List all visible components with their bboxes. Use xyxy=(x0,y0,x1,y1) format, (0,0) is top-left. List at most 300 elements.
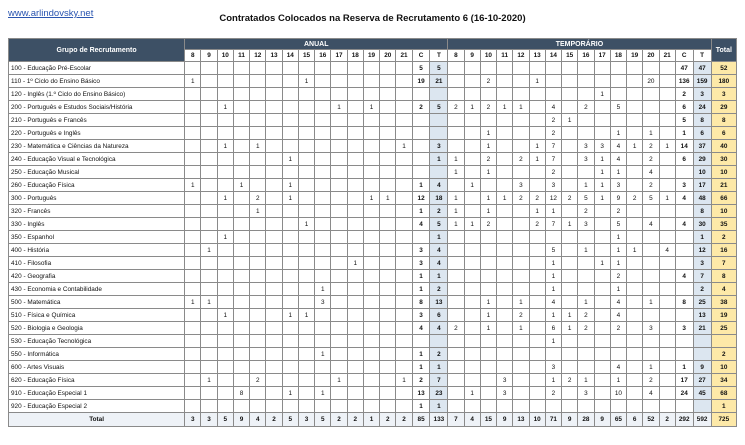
anual-cell-8 xyxy=(185,244,201,257)
temp-cell-17 xyxy=(594,62,610,75)
anual-cell-18 xyxy=(347,127,363,140)
anual-cell-c: 1 xyxy=(412,270,430,283)
temp-cell-11 xyxy=(497,270,513,283)
temp-cell-10: 1 xyxy=(480,309,496,322)
temp-cell-10 xyxy=(480,62,496,75)
anual-cell-19 xyxy=(363,309,379,322)
temp-cell-t xyxy=(693,348,711,361)
temp-cell-10 xyxy=(480,114,496,127)
anual-cell-20 xyxy=(380,153,396,166)
anual-cell-14 xyxy=(282,374,298,387)
temp-cell-c xyxy=(675,283,693,296)
temp-cell-c: 17 xyxy=(675,374,693,387)
temp-cell-19: 1 xyxy=(627,244,643,257)
row-total: 1 xyxy=(711,400,736,413)
anual-cell-8 xyxy=(185,192,201,205)
temp-cell-16: 1 xyxy=(578,244,594,257)
row-total: 19 xyxy=(711,309,736,322)
temp-cell-19 xyxy=(627,75,643,88)
anual-total-cell-12: 4 xyxy=(250,413,266,427)
row-total: 7 xyxy=(711,257,736,270)
anual-cell-19 xyxy=(363,88,379,101)
anual-cell-t: 1 xyxy=(430,231,448,244)
anual-cell-19 xyxy=(363,140,379,153)
temp-cell-19 xyxy=(627,166,643,179)
temp-cell-12 xyxy=(513,335,529,348)
temp-cell-20: 2 xyxy=(643,374,659,387)
anual-cell-17 xyxy=(331,335,347,348)
temp-cell-21 xyxy=(659,88,675,101)
temp-cell-11 xyxy=(497,179,513,192)
temp-cell-8 xyxy=(448,127,464,140)
anual-cell-t: 7 xyxy=(430,374,448,387)
temp-cell-21 xyxy=(659,205,675,218)
temp-cell-16: 2 xyxy=(578,322,594,335)
temp-cell-13 xyxy=(529,387,545,400)
temp-cell-17 xyxy=(594,127,610,140)
anual-cell-17 xyxy=(331,62,347,75)
anual-cell-15 xyxy=(298,335,314,348)
anual-cell-19: 1 xyxy=(363,192,379,205)
anual-cell-t: 18 xyxy=(430,192,448,205)
temp-cell-18 xyxy=(610,335,626,348)
anual-total-cell-11: 9 xyxy=(233,413,249,427)
anual-cell-12 xyxy=(250,88,266,101)
anual-cell-11 xyxy=(233,270,249,283)
anual-cell-15 xyxy=(298,62,314,75)
temp-cell-10: 2 xyxy=(480,153,496,166)
anual-cell-15 xyxy=(298,348,314,361)
anual-total-cell-9: 3 xyxy=(201,413,217,427)
temp-cell-10: 2 xyxy=(480,101,496,114)
anual-cell-12 xyxy=(250,75,266,88)
temp-cell-9 xyxy=(464,283,480,296)
group-name: 920 - Educação Especial 2 xyxy=(9,400,185,413)
anual-cell-8 xyxy=(185,205,201,218)
temp-cell-16: 3 xyxy=(578,140,594,153)
temp-cell-15: 1 xyxy=(562,322,578,335)
anual-cell-20 xyxy=(380,257,396,270)
temp-cell-9: 1 xyxy=(464,387,480,400)
anual-cell-21 xyxy=(396,335,412,348)
group-name: 300 - Português xyxy=(9,192,185,205)
temp-cell-8 xyxy=(448,179,464,192)
anual-cell-15 xyxy=(298,296,314,309)
group-header: Grupo de Recrutamento xyxy=(9,39,185,62)
temp-cell-13: 1 xyxy=(529,75,545,88)
temp-cell-16: 1 xyxy=(578,179,594,192)
anual-cell-19 xyxy=(363,348,379,361)
anual-cell-t xyxy=(430,127,448,140)
temp-cell-t xyxy=(693,335,711,348)
total-row-label: Total xyxy=(9,413,185,427)
row-total xyxy=(711,335,736,348)
temp-cell-12 xyxy=(513,387,529,400)
temp-cell-18: 4 xyxy=(610,296,626,309)
temp-cell-13 xyxy=(529,114,545,127)
temp-cell-c: 4 xyxy=(675,270,693,283)
anual-cell-21 xyxy=(396,153,412,166)
table-row xyxy=(9,348,737,361)
temp-col-header: 17 xyxy=(594,50,610,62)
table-row xyxy=(9,231,737,244)
anual-cell-18 xyxy=(347,179,363,192)
anual-cell-16 xyxy=(315,361,331,374)
temp-cell-9 xyxy=(464,374,480,387)
temp-cell-11 xyxy=(497,140,513,153)
temp-cell-15 xyxy=(562,101,578,114)
temp-cell-13 xyxy=(529,231,545,244)
temp-cell-18 xyxy=(610,400,626,413)
temp-cell-20: 3 xyxy=(643,322,659,335)
temp-total-cell-19: 6 xyxy=(627,413,643,427)
anual-cell-11 xyxy=(233,335,249,348)
temp-cell-14: 2 xyxy=(545,127,561,140)
anual-cell-10 xyxy=(217,75,233,88)
temp-cell-8 xyxy=(448,75,464,88)
anual-cell-11 xyxy=(233,322,249,335)
anual-cell-8 xyxy=(185,348,201,361)
anual-cell-15 xyxy=(298,101,314,114)
temp-cell-20 xyxy=(643,88,659,101)
anual-cell-19 xyxy=(363,400,379,413)
anual-cell-11 xyxy=(233,348,249,361)
anual-cell-21 xyxy=(396,231,412,244)
temp-cell-16 xyxy=(578,114,594,127)
anual-total-cell-16: 5 xyxy=(315,413,331,427)
anual-cell-10 xyxy=(217,296,233,309)
anual-cell-10 xyxy=(217,400,233,413)
anual-cell-19 xyxy=(363,166,379,179)
anual-cell-t: 5 xyxy=(430,62,448,75)
temp-cell-12 xyxy=(513,88,529,101)
anual-cell-c xyxy=(412,153,430,166)
anual-cell-20: 1 xyxy=(380,192,396,205)
anual-cell-8 xyxy=(185,374,201,387)
anual-cell-11 xyxy=(233,205,249,218)
temp-cell-12 xyxy=(513,75,529,88)
anual-cell-21 xyxy=(396,101,412,114)
temp-cell-t: 159 xyxy=(693,75,711,88)
temp-cell-14: 3 xyxy=(545,179,561,192)
temp-cell-9 xyxy=(464,400,480,413)
table-row xyxy=(9,179,737,192)
temp-cell-13 xyxy=(529,361,545,374)
anual-cell-11 xyxy=(233,75,249,88)
anual-cell-16 xyxy=(315,127,331,140)
temp-cell-c: 1 xyxy=(675,127,693,140)
temp-cell-8 xyxy=(448,244,464,257)
anual-cell-18 xyxy=(347,270,363,283)
temp-cell-12 xyxy=(513,270,529,283)
temp-cell-8 xyxy=(448,88,464,101)
anual-cell-21 xyxy=(396,218,412,231)
group-name: 220 - Português e Inglês xyxy=(9,127,185,140)
temp-cell-12: 2 xyxy=(513,309,529,322)
site-link[interactable]: www.arlindovsky.net xyxy=(8,8,94,19)
table-row xyxy=(9,62,737,75)
temp-cell-21 xyxy=(659,101,675,114)
anual-cell-20 xyxy=(380,374,396,387)
anual-cell-20 xyxy=(380,231,396,244)
temp-cell-15 xyxy=(562,127,578,140)
anual-cell-15 xyxy=(298,387,314,400)
temp-cell-11: 3 xyxy=(497,374,513,387)
temp-cell-13: 2 xyxy=(529,218,545,231)
anual-cell-11 xyxy=(233,101,249,114)
temp-cell-9: 1 xyxy=(464,218,480,231)
temp-cell-t: 24 xyxy=(693,101,711,114)
temp-total-cell-11: 9 xyxy=(497,413,513,427)
temp-cell-17 xyxy=(594,348,610,361)
temp-cell-16 xyxy=(578,88,594,101)
temp-total-cell-15: 9 xyxy=(562,413,578,427)
anual-cell-c: 3 xyxy=(412,309,430,322)
anual-cell-13 xyxy=(266,75,282,88)
anual-cell-14 xyxy=(282,127,298,140)
anual-cell-17 xyxy=(331,75,347,88)
anual-cell-17 xyxy=(331,322,347,335)
temp-cell-15: 1 xyxy=(562,309,578,322)
anual-cell-11 xyxy=(233,400,249,413)
temp-cell-10: 1 xyxy=(480,140,496,153)
temp-cell-16: 2 xyxy=(578,101,594,114)
anual-cell-12 xyxy=(250,231,266,244)
anual-cell-18 xyxy=(347,192,363,205)
temp-cell-8: 1 xyxy=(448,192,464,205)
anual-cell-16 xyxy=(315,205,331,218)
anual-cell-14 xyxy=(282,348,298,361)
table-row xyxy=(9,296,737,309)
temp-col-header: 14 xyxy=(545,50,561,62)
anual-cell-20 xyxy=(380,296,396,309)
temp-cell-18: 4 xyxy=(610,309,626,322)
temp-cell-17 xyxy=(594,400,610,413)
temp-cell-19: 2 xyxy=(627,192,643,205)
anual-cell-16 xyxy=(315,88,331,101)
temp-cell-14: 1 xyxy=(545,283,561,296)
temp-cell-10: 2 xyxy=(480,218,496,231)
anual-cell-18 xyxy=(347,335,363,348)
temp-cell-10 xyxy=(480,270,496,283)
temp-col-header: 15 xyxy=(562,50,578,62)
anual-cell-19 xyxy=(363,205,379,218)
temp-cell-13: 1 xyxy=(529,205,545,218)
temp-cell-19 xyxy=(627,322,643,335)
temp-cell-14: 1 xyxy=(545,309,561,322)
temp-cell-21: 4 xyxy=(659,244,675,257)
anual-cell-20 xyxy=(380,75,396,88)
anual-cell-14: 1 xyxy=(282,192,298,205)
anual-cell-16 xyxy=(315,400,331,413)
temp-cell-c: 1 xyxy=(675,361,693,374)
temp-cell-c xyxy=(675,348,693,361)
temp-cell-16 xyxy=(578,270,594,283)
temp-cell-8: 2 xyxy=(448,322,464,335)
anual-cell-16: 3 xyxy=(315,296,331,309)
temp-cell-19 xyxy=(627,387,643,400)
temp-cell-12 xyxy=(513,400,529,413)
temp-cell-c: 4 xyxy=(675,192,693,205)
temp-cell-12 xyxy=(513,140,529,153)
anual-cell-t: 1 xyxy=(430,153,448,166)
anual-cell-10 xyxy=(217,361,233,374)
anual-cell-9 xyxy=(201,153,217,166)
anual-cell-17 xyxy=(331,296,347,309)
anual-cell-c: 2 xyxy=(412,374,430,387)
anual-cell-10: 1 xyxy=(217,309,233,322)
anual-cell-12 xyxy=(250,309,266,322)
temp-cell-17 xyxy=(594,244,610,257)
anual-cell-17 xyxy=(331,309,347,322)
temp-cell-9 xyxy=(464,322,480,335)
anual-cell-c: 3 xyxy=(412,257,430,270)
anual-cell-19 xyxy=(363,257,379,270)
temp-cell-11 xyxy=(497,361,513,374)
anual-cell-18: 1 xyxy=(347,257,363,270)
temp-cell-t: 10 xyxy=(693,166,711,179)
anual-cell-12 xyxy=(250,400,266,413)
temp-cell-20 xyxy=(643,231,659,244)
anual-cell-20 xyxy=(380,244,396,257)
anual-cell-8 xyxy=(185,140,201,153)
temp-cell-15 xyxy=(562,400,578,413)
anual-cell-16: 1 xyxy=(315,387,331,400)
anual-cell-19 xyxy=(363,75,379,88)
anual-cell-8 xyxy=(185,62,201,75)
temp-cell-c: 47 xyxy=(675,62,693,75)
anual-cell-14 xyxy=(282,75,298,88)
temp-cell-17 xyxy=(594,75,610,88)
temp-cell-14: 1 xyxy=(545,335,561,348)
temp-cell-21 xyxy=(659,335,675,348)
row-total: 10 xyxy=(711,166,736,179)
table-row xyxy=(9,153,737,166)
temp-cell-15: 2 xyxy=(562,374,578,387)
temp-cell-20: 4 xyxy=(643,218,659,231)
anual-cell-15 xyxy=(298,231,314,244)
anual-cell-11: 8 xyxy=(233,387,249,400)
temp-cell-19 xyxy=(627,348,643,361)
anual-cell-15 xyxy=(298,283,314,296)
temp-cell-12 xyxy=(513,244,529,257)
temp-cell-17 xyxy=(594,101,610,114)
anual-cell-15 xyxy=(298,127,314,140)
group-name: 260 - Educação Física xyxy=(9,179,185,192)
anual-cell-20 xyxy=(380,114,396,127)
temp-cell-18: 4 xyxy=(610,140,626,153)
anual-cell-16 xyxy=(315,244,331,257)
anual-col-header: 14 xyxy=(282,50,298,62)
anual-cell-14 xyxy=(282,218,298,231)
temp-col-header: 19 xyxy=(627,50,643,62)
anual-cell-12 xyxy=(250,218,266,231)
temp-col-header: 8 xyxy=(448,50,464,62)
anual-cell-8 xyxy=(185,270,201,283)
anual-cell-9 xyxy=(201,400,217,413)
anual-cell-20 xyxy=(380,127,396,140)
anual-cell-13 xyxy=(266,153,282,166)
anual-cell-21 xyxy=(396,205,412,218)
anual-cell-21 xyxy=(396,88,412,101)
temp-cell-19: 1 xyxy=(627,140,643,153)
table-row xyxy=(9,218,737,231)
anual-cell-16 xyxy=(315,257,331,270)
temp-cell-15 xyxy=(562,361,578,374)
temp-cell-18: 1 xyxy=(610,374,626,387)
temp-cell-15 xyxy=(562,348,578,361)
temp-cell-13: 1 xyxy=(529,153,545,166)
anual-cell-20 xyxy=(380,348,396,361)
anual-cell-11 xyxy=(233,127,249,140)
anual-cell-12 xyxy=(250,114,266,127)
temp-cell-c: 2 xyxy=(675,88,693,101)
group-name: 330 - Inglês xyxy=(9,218,185,231)
temp-cell-20: 1 xyxy=(643,296,659,309)
page-title: Contratados Colocados na Reserva de Recrutamento 6 (16-10-2020) xyxy=(219,13,526,24)
anual-total-cell-21: 2 xyxy=(396,413,412,427)
temp-cell-13 xyxy=(529,127,545,140)
temp-cell-14 xyxy=(545,231,561,244)
temp-cell-14 xyxy=(545,400,561,413)
anual-total-cell-15: 3 xyxy=(298,413,314,427)
temp-cell-16 xyxy=(578,62,594,75)
temp-cell-15 xyxy=(562,140,578,153)
anual-cell-21 xyxy=(396,322,412,335)
temp-cell-8 xyxy=(448,283,464,296)
anual-cell-t: 23 xyxy=(430,387,448,400)
total-header: Total xyxy=(711,39,736,62)
temp-cell-15 xyxy=(562,153,578,166)
table-row xyxy=(9,127,737,140)
temp-cell-8: 1 xyxy=(448,218,464,231)
anual-cell-9 xyxy=(201,218,217,231)
anual-cell-18 xyxy=(347,88,363,101)
anual-cell-18 xyxy=(347,348,363,361)
temp-cell-9 xyxy=(464,127,480,140)
anual-cell-20 xyxy=(380,179,396,192)
anual-cell-8 xyxy=(185,88,201,101)
temp-cell-17: 3 xyxy=(594,140,610,153)
anual-cell-17 xyxy=(331,244,347,257)
anual-col-header: 10 xyxy=(217,50,233,62)
anual-cell-10 xyxy=(217,205,233,218)
temp-cell-t: 27 xyxy=(693,374,711,387)
anual-cell-15 xyxy=(298,153,314,166)
anual-cell-12 xyxy=(250,361,266,374)
temp-col-header: 13 xyxy=(529,50,545,62)
temp-cell-15 xyxy=(562,257,578,270)
anual-cell-14: 1 xyxy=(282,309,298,322)
temp-cell-17 xyxy=(594,218,610,231)
anual-total-cell-14: 5 xyxy=(282,413,298,427)
temp-cell-8 xyxy=(448,231,464,244)
anual-cell-17 xyxy=(331,361,347,374)
anual-cell-9 xyxy=(201,309,217,322)
temp-cell-20 xyxy=(643,400,659,413)
temp-cell-c xyxy=(675,231,693,244)
anual-cell-15 xyxy=(298,322,314,335)
anual-cell-10 xyxy=(217,88,233,101)
anual-cell-19 xyxy=(363,387,379,400)
anual-cell-15 xyxy=(298,205,314,218)
anual-cell-21: 1 xyxy=(396,374,412,387)
anual-cell-9 xyxy=(201,270,217,283)
temp-cell-16 xyxy=(578,400,594,413)
temp-cell-17: 1 xyxy=(594,257,610,270)
temp-cell-11 xyxy=(497,218,513,231)
anual-total-cell-8: 3 xyxy=(185,413,201,427)
